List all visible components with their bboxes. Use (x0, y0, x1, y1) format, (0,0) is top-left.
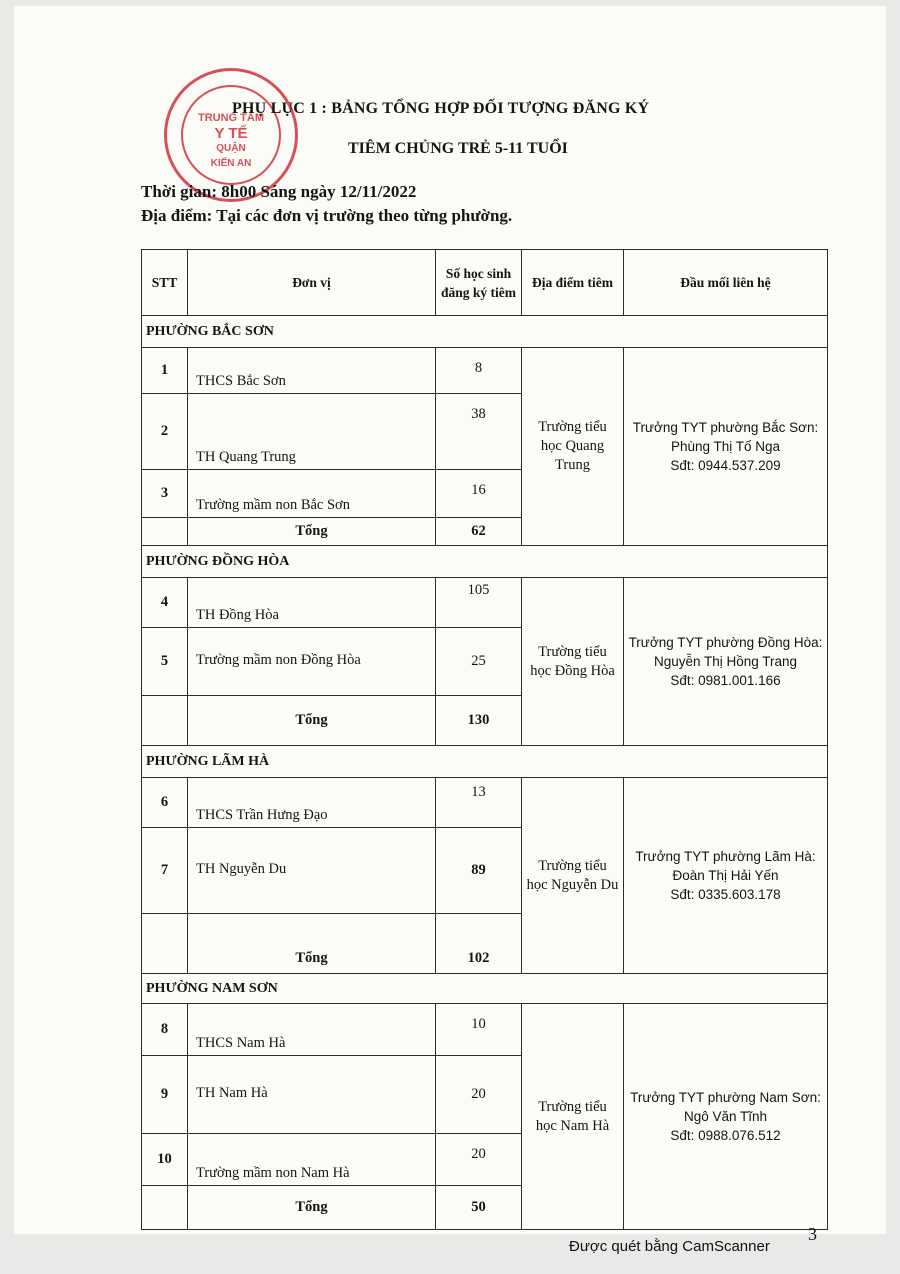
stt-cell: 6 (142, 778, 188, 828)
stt-cell: 3 (142, 470, 188, 518)
count-cell: 89 (436, 828, 522, 914)
total-value: 62 (436, 518, 522, 546)
count-cell: 8 (436, 348, 522, 394)
count-cell: 25 (436, 628, 522, 696)
stt-cell: 8 (142, 1004, 188, 1056)
blank-cell (142, 696, 188, 746)
contact-role: Trưởng TYT phường Nam Sơn: (630, 1090, 821, 1105)
stt-cell: 4 (142, 578, 188, 628)
total-label: Tổng (188, 914, 436, 974)
header-stt: STT (142, 250, 188, 316)
contact-role: Trưởng TYT phường Đồng Hòa: (628, 635, 823, 650)
table-row (142, 778, 828, 828)
seal-line-2: Y TẾ (214, 125, 248, 142)
seal-center-text (167, 111, 295, 171)
stt-cell: 2 (142, 394, 188, 470)
contact-name: Phùng Thị Tố Nga (670, 439, 781, 454)
unit-cell: TH Đồng Hòa (188, 578, 436, 628)
unit-cell: Trường mầm non Nam Hà (188, 1134, 436, 1186)
total-value: 50 (436, 1186, 522, 1230)
ward-row (142, 746, 828, 778)
ward-row (142, 546, 828, 578)
location-cell: Trường tiểu học Quang Trung (522, 348, 624, 546)
total-label: Tổng (188, 518, 436, 546)
contact-cell (624, 778, 828, 974)
unit-cell: TH Nam Hà (188, 1056, 436, 1134)
scanner-footer: Được quét bằng CamScanner (569, 1238, 770, 1255)
count-cell: 13 (436, 778, 522, 828)
total-label: Tổng (188, 696, 436, 746)
seal-line-4: KIẾN AN (210, 158, 252, 169)
ward-row (142, 316, 828, 348)
location-cell: Trường tiểu học Nam Hà (522, 1004, 624, 1230)
unit-cell: Trường mầm non Đồng Hòa (188, 628, 436, 696)
stt-cell: 7 (142, 828, 188, 914)
registration-table (141, 249, 828, 1230)
count-cell: 20 (436, 1056, 522, 1134)
stt-cell: 9 (142, 1056, 188, 1134)
document-page (14, 6, 886, 1244)
table-row (142, 1004, 828, 1056)
count-cell: 20 (436, 1134, 522, 1186)
time-line: Thời gian: 8h00 Sáng ngày 12/11/2022 (141, 182, 417, 201)
total-label: Tổng (188, 1186, 436, 1230)
table-row (142, 578, 828, 628)
count-cell: 38 (436, 394, 522, 470)
ward-name: PHƯỜNG BẮC SƠN (142, 316, 828, 348)
seal-line-1: TRUNG TÂM (198, 112, 264, 124)
contact-phone: Sđt: 0988.076.512 (670, 1128, 781, 1143)
blank-cell (142, 518, 188, 546)
header-location: Địa điểm tiêm (522, 250, 624, 316)
contact-phone: Sđt: 0944.537.209 (670, 458, 781, 473)
count-cell: 16 (436, 470, 522, 518)
count-cell: 10 (436, 1004, 522, 1056)
blank-cell (142, 1186, 188, 1230)
contact-role: Trưởng TYT phường Bắc Sơn: (632, 420, 819, 435)
stt-cell: 1 (142, 348, 188, 394)
contact-cell (624, 1004, 828, 1230)
stt-cell: 5 (142, 628, 188, 696)
contact-name: Đoàn Thị Hải Yến (672, 868, 779, 883)
location-cell: Trường tiểu học Nguyễn Du (522, 778, 624, 974)
document-title-line-1: PHỤ LỤC 1 : BẢNG TỔNG HỢP ĐỐI TƯỢNG ĐĂNG KÝ (232, 100, 650, 117)
header-unit: Đơn vị (188, 250, 436, 316)
total-value: 130 (436, 696, 522, 746)
contact-role: Trưởng TYT phường Lãm Hà: (635, 849, 816, 864)
blank-cell (142, 914, 188, 974)
unit-cell: THCS Trần Hưng Đạo (188, 778, 436, 828)
contact-name: Nguyễn Thị Hồng Trang (653, 654, 798, 669)
unit-cell: TH Quang Trung (188, 394, 436, 470)
unit-cell: THCS Nam Hà (188, 1004, 436, 1056)
contact-phone: Sđt: 0981.001.166 (670, 673, 781, 688)
total-value: 102 (436, 914, 522, 974)
page-number: 3 (808, 1224, 817, 1244)
table-row (142, 348, 828, 394)
ward-name: PHƯỜNG NAM SƠN (142, 974, 828, 1004)
place-line: Địa điểm: Tại các đơn vị trường theo từng phường. (141, 206, 513, 225)
header-count: Số học sinh đăng ký tiêm (436, 250, 522, 316)
document-title-line-2: TIÊM CHỦNG TRẺ 5-11 TUỔI (348, 140, 568, 157)
ward-name: PHƯỜNG LÃM HÀ (142, 746, 828, 778)
location-cell: Trường tiểu học Đồng Hòa (522, 578, 624, 746)
unit-cell: TH Nguyễn Du (188, 828, 436, 914)
contact-cell (624, 348, 828, 546)
ward-name: PHƯỜNG ĐỒNG HÒA (142, 546, 828, 578)
count-cell: 105 (436, 578, 522, 628)
contact-phone: Sđt: 0335.603.178 (670, 887, 781, 902)
unit-cell: Trường mầm non Bắc Sơn (188, 470, 436, 518)
contact-name: Ngô Văn Tĩnh (683, 1109, 768, 1124)
contact-cell (624, 578, 828, 746)
header-contact: Đầu mối liên hệ (624, 250, 828, 316)
table-header-row (142, 250, 828, 316)
ward-row (142, 974, 828, 1004)
seal-line-3: QUẬN (216, 143, 246, 154)
stt-cell: 10 (142, 1134, 188, 1186)
unit-cell: THCS Bắc Sơn (188, 348, 436, 394)
